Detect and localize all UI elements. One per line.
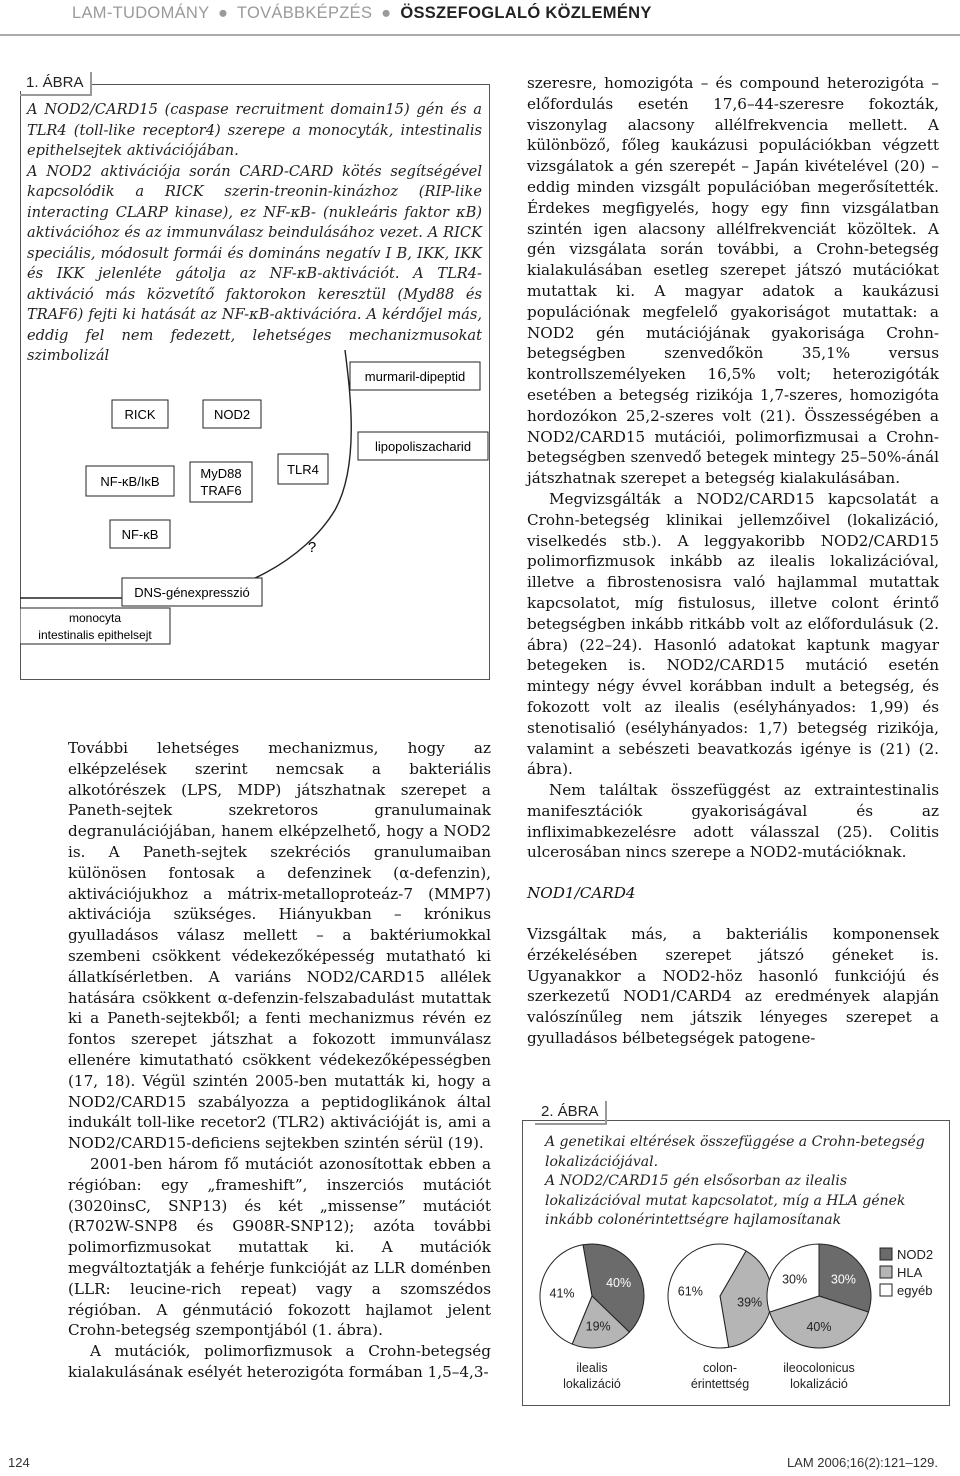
legend-label: NOD2 [897, 1247, 934, 1262]
legend-swatch-nod2 [880, 1248, 892, 1260]
pie-title-line1: colon- [702, 1361, 738, 1375]
bullet-icon: ● [218, 4, 229, 22]
figure1-caption-title: A NOD2/CARD15 (caspase recruitment domain15) gén és a TLR4 (toll-like receptor4) szerepe a monocyták, intestinalis epithelsejtek aktivációjában. [27, 101, 482, 159]
bullet-icon: ● [381, 4, 392, 22]
question-mark: ? [307, 539, 317, 556]
figure2-label: 2. ÁBRA [535, 1103, 605, 1120]
left-paragraph-1: További lehetséges mechanizmus, hogy az elképzelések szerint nemcsak a bakteriális alkotórészek (LPS, MDP) játszhatnak szerepet a Paneth-sejtek szekretoros granulumainak degranulációjában, hanem elképzelhető, hogy a NOD2 is. A Paneth-sejtek szekréciós granulumaiban különösen fontosak a defenzinek (α-defenzin), aktivációjukhoz a mátrix-metalloproteáz-7 (MMP7) aktivációja szükséges. Hiányukban – krónikus gyulladásos válasz mellett – a baktériumokkal szembeni csökkent védekezőképesség mutatható ki állatkísérletben. A variáns NOD2/CARD15 allélek hatására csökkent α-defenzin-felszabadulást mutattak ki a Paneth-sejtekből; a fenti mechanizmus révén ez fontos szerepet játszhat a fokozott immunválasz ellenére kimutatható csökkent védekezőképességben (17, 18). Végül szintén 2005-ben mutatták ki, hogy a NOD2/CARD15 szabályozza a peptidoglikánok által indukált toll-like recetor2 (TLR2) aktivációját is, ami a NOD2/CARD15-deficiens sejtekben szintén sérül (19). [68, 739, 491, 1153]
left-column-text [68, 738, 491, 1383]
right-paragraph-3: Nem találtak összefüggést az extraintestinalis manifesztációk gyakoriságával és az infliximabkezelésre adott válasszal (25). Colitis ulcerosában nincs szerepe a NOD2-mutációknak. [527, 781, 939, 862]
pie-value-label: 30% [830, 1272, 856, 1287]
tlr4-label: TLR4 [287, 462, 319, 477]
header-rule [0, 34, 960, 36]
section-heading-nod1: NOD1/CARD4 [527, 884, 636, 903]
figure2-label-box [535, 1101, 607, 1125]
right-paragraph-4: Vizsgáltak más, a bakteriális komponensek érzékelésében szerepet játszó géneket is. Ugyanakkor a NOD2-höz hasonló funkciójú és szerkezetű NOD1/CARD4 az eredmények alapján valószínűleg nem játszik lényeges szerepet a gyulladásos bélbetegségek patogene- [527, 925, 939, 1048]
legend-swatch-hla [880, 1266, 892, 1278]
legend-label: egyéb [897, 1283, 933, 1298]
pie-title-line2: lokalizáció [790, 1377, 848, 1391]
traf6-label: TRAF6 [200, 483, 242, 498]
monocyta-label: monocyta [68, 611, 122, 625]
nod2-label: NOD2 [213, 407, 251, 422]
left-paragraph-2: 2001-ben három fő mutációt azonosítottak ebben a régióban: egy „frameshift”, inszerciós mutációt (3020insC, SNP13) és két „missense” mutációt (R702W-SNP8 és G908R-SNP12); azóta további polimorfizmusokat mutattak ki. A mutációk megváltoztatják a fehérje funkcióját az LLR doménben (LLR: leucine-rich repeat) vagy a szomszédos régióban. A génmutáció fokozott hajlamot jelent Crohn-betegség szempontjából (1. ábra). [68, 1154, 491, 1340]
pie-title-line2: lokalizáció [563, 1377, 621, 1391]
pie-value-label: 40% [806, 1320, 832, 1335]
figure1-label-box [20, 72, 92, 96]
pie-value-label: 19% [585, 1319, 611, 1334]
dns-label: DNS-génexpresszió [134, 585, 250, 600]
figure2-caption [545, 1133, 940, 1231]
legend-swatch-egyéb [880, 1284, 892, 1296]
nfkb-ikb-label: NF-κB/IκB [100, 474, 160, 489]
citation: LAM 2006;16(2):121–129. [786, 1455, 938, 1470]
header-section-2: TOVÁBBKÉPZÉS [236, 4, 373, 22]
right-paragraph-1: szeresre, homozigóta – és compound heterozigóta – előfordulás esetén 17,6–44-szeresre fokozták, viszonylag alacsony allélfrekvencia mellett. A különböző, főleg kaukázusi populációkban végzett vizsgálatok a gén szerepét – Japán kivételével (20) – eddig minden vizsgált populációban megerősítették. Érdekes megfigyelés, hogy egy finn vizsgálatban szintén igen alacsony allélfrekvenciát közöltek. A gén vizsgálata során további, a Crohn-betegség kialakulásában esetleg szerepet játszó mutációkat mutattak ki. A magyar adatok a kaukázusi populációnak megfelelő gyakoriságot mutattak: a NOD2 gén mutációjának gyakorisága Crohn-betegségben szenvedőkön 35,1% versus kontrollszemélyeken 16,5% volt; heterozigóták esetében a betegség rizikója 1,7-szeres, homozigóta hordozókon 25,2-szeres volt (21). Összességében a NOD2/CARD15 mutációi, polimorfizmusai a Crohn-betegségben szenvedő betegek mintegy 25–50%-ánál játszhatnak szerepet a betegség kialakulásában. [527, 74, 939, 488]
page-number: 124 [8, 1455, 30, 1470]
pie-chart [522, 1240, 950, 1406]
right-column-text [527, 73, 939, 1049]
figure1-label: 1. ÁBRA [20, 74, 90, 91]
nfkb-label: NF-κB [121, 527, 159, 542]
header-section-3: ÖSSZEFOGLALÓ KÖZLEMÉNY [400, 4, 652, 22]
myd88-label: MyD88 [200, 466, 242, 481]
pie-value-label: 39% [737, 1295, 763, 1310]
epithel-label: intestinalis epithelsejt [38, 628, 152, 642]
legend-label: HLA [897, 1265, 923, 1280]
pie-value-label: 30% [782, 1272, 808, 1287]
pie-value-label: 41% [549, 1286, 575, 1301]
header-section-1: LAM-TUDOMÁNY [72, 4, 210, 22]
figure1-caption [27, 100, 482, 367]
left-paragraph-3: A mutációk, polimorfizmusok a Crohn-betegség kialakulásának esélyét heterozigóta formában 1,5–4,3- [68, 1342, 491, 1381]
pie-value-label: 61% [677, 1284, 703, 1299]
pie-title-line1: ilealis [576, 1361, 608, 1375]
right-paragraph-2: Megvizsgálták a NOD2/CARD15 kapcsolatát a Crohn-betegség klinikai jellemzőivel (lokalizáció, viselkedés stb.). A leggyakoribb NOD2/CARD15 polimorfizmusok inkább az ilealis lokalizációval, illetve a fibrostenosisra való hajlammal mutattak kapcsolatot, míg fistulosus, illetve colont érintő betegségben inkább ritkább volt az előfordulásuk (2. ábra) (22–24). Hasonló adatokat kaptunk magyar betegeken is. NOD2/CARD15 mutáció esetén mintegy négy évvel korábban indult a betegség, és fokozott volt az ilealis (esélyhányados: 1,99) és stenotisalió (esélyhányados: 1,7) betegség rizikója, valamint a sebészeti beavatkozás igénye is (21) (2. ábra). [527, 489, 939, 779]
pie-value-label: 40% [606, 1275, 632, 1290]
pie-title-line1: ileocolonicus [783, 1361, 855, 1375]
pie-title-line2: érintettség [690, 1377, 750, 1391]
pathway-diagram [20, 350, 510, 680]
rick-label: RICK [124, 407, 156, 422]
murmaril-label: murmaril-dipeptid [364, 369, 466, 384]
figure1-caption-body: A NOD2 aktivációja során CARD-CARD kötés segítségével kapcsolódik a RICK szerin-treonin-kinázhoz (RIP-like interacting CLARP kinase), ez NF-κB- (nukleáris faktor κB) aktivációhoz és az immunválasz beindulásához vezet. A RICK speciális, módosult formái és domináns negatív I B, IKK, IKK és IKK jelenléte gátolja az NF-κB-aktivációt. A TLR4-aktiváció más közvetítő faktorokon keresztül (Myd88 és TRAF6) fejti ki hatását az NF-κB-aktivációra. A kérdőjel más, eddig fel nem fedezett, lehetséges mechanizmusokat szimbolizál [27, 162, 482, 364]
running-header [0, 0, 960, 40]
figure2-caption-2: A NOD2/CARD15 gén elsősorban az ilealis lokalizációval mutat kapcsolatot, míg a HLA gének inkább colonérintettségre hajlamosítanak [545, 1173, 906, 1228]
figure2-caption-1: A genetikai eltérések összefüggése a Crohn-betegség lokalizációjával. [545, 1134, 925, 1170]
lipo-label: lipopoliszacharid [374, 439, 472, 454]
